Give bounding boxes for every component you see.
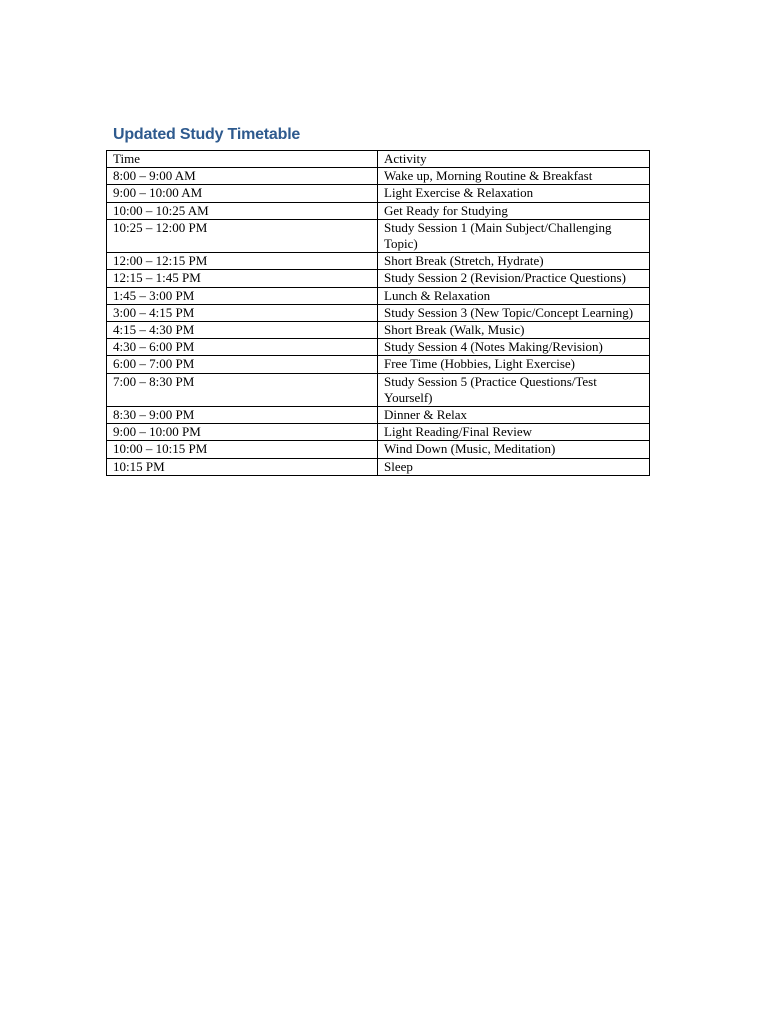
activity-cell: Study Session 1 (Main Subject/Challenging Topic) <box>378 219 650 252</box>
time-cell: 1:45 – 3:00 PM <box>107 287 378 304</box>
table-row <box>107 304 650 321</box>
time-cell: 6:00 – 7:00 PM <box>107 356 378 373</box>
time-cell: 3:00 – 4:15 PM <box>107 304 378 321</box>
table-row <box>107 253 650 270</box>
activity-cell: Short Break (Stretch, Hydrate) <box>378 253 650 270</box>
table-row <box>107 356 650 373</box>
activity-cell: Dinner & Relax <box>378 407 650 424</box>
time-cell: 10:00 – 10:15 PM <box>107 441 378 458</box>
timetable-table <box>106 150 650 476</box>
activity-cell: Wind Down (Music, Meditation) <box>378 441 650 458</box>
table-row <box>107 424 650 441</box>
table-row <box>107 270 650 287</box>
time-cell: 10:00 – 10:25 AM <box>107 202 378 219</box>
activity-cell: Short Break (Walk, Music) <box>378 322 650 339</box>
time-cell: 7:00 – 8:30 PM <box>107 373 378 406</box>
table-row <box>107 322 650 339</box>
time-cell: 9:00 – 10:00 AM <box>107 185 378 202</box>
table-row <box>107 202 650 219</box>
time-cell: 10:15 PM <box>107 458 378 475</box>
activity-cell: Light Exercise & Relaxation <box>378 185 650 202</box>
time-cell: 12:15 – 1:45 PM <box>107 270 378 287</box>
activity-cell: Study Session 4 (Notes Making/Revision) <box>378 339 650 356</box>
table-header-row <box>107 151 650 168</box>
activity-cell: Lunch & Relaxation <box>378 287 650 304</box>
activity-cell: Get Ready for Studying <box>378 202 650 219</box>
time-cell: 8:00 – 9:00 AM <box>107 168 378 185</box>
time-cell: 9:00 – 10:00 PM <box>107 424 378 441</box>
time-cell: 10:25 – 12:00 PM <box>107 219 378 252</box>
activity-cell: Wake up, Morning Routine & Breakfast <box>378 168 650 185</box>
time-cell: 4:15 – 4:30 PM <box>107 322 378 339</box>
table-row <box>107 441 650 458</box>
page-title: Updated Study Timetable <box>113 126 301 143</box>
time-cell: 12:00 – 12:15 PM <box>107 253 378 270</box>
activity-cell: Free Time (Hobbies, Light Exercise) <box>378 356 650 373</box>
activity-cell: Sleep <box>378 458 650 475</box>
activity-cell: Study Session 5 (Practice Questions/Test Yourself) <box>378 373 650 406</box>
activity-cell: Study Session 2 (Revision/Practice Questions) <box>378 270 650 287</box>
table-row <box>107 168 650 185</box>
table-row <box>107 287 650 304</box>
time-cell: 4:30 – 6:00 PM <box>107 339 378 356</box>
activity-column-header: Activity <box>378 151 650 168</box>
table-row <box>107 339 650 356</box>
time-cell: 8:30 – 9:00 PM <box>107 407 378 424</box>
table-row <box>107 407 650 424</box>
table-row <box>107 219 650 252</box>
activity-cell: Light Reading/Final Review <box>378 424 650 441</box>
table-row <box>107 458 650 475</box>
table-row <box>107 185 650 202</box>
table-row <box>107 373 650 406</box>
time-column-header: Time <box>107 151 378 168</box>
activity-cell: Study Session 3 (New Topic/Concept Learning) <box>378 304 650 321</box>
